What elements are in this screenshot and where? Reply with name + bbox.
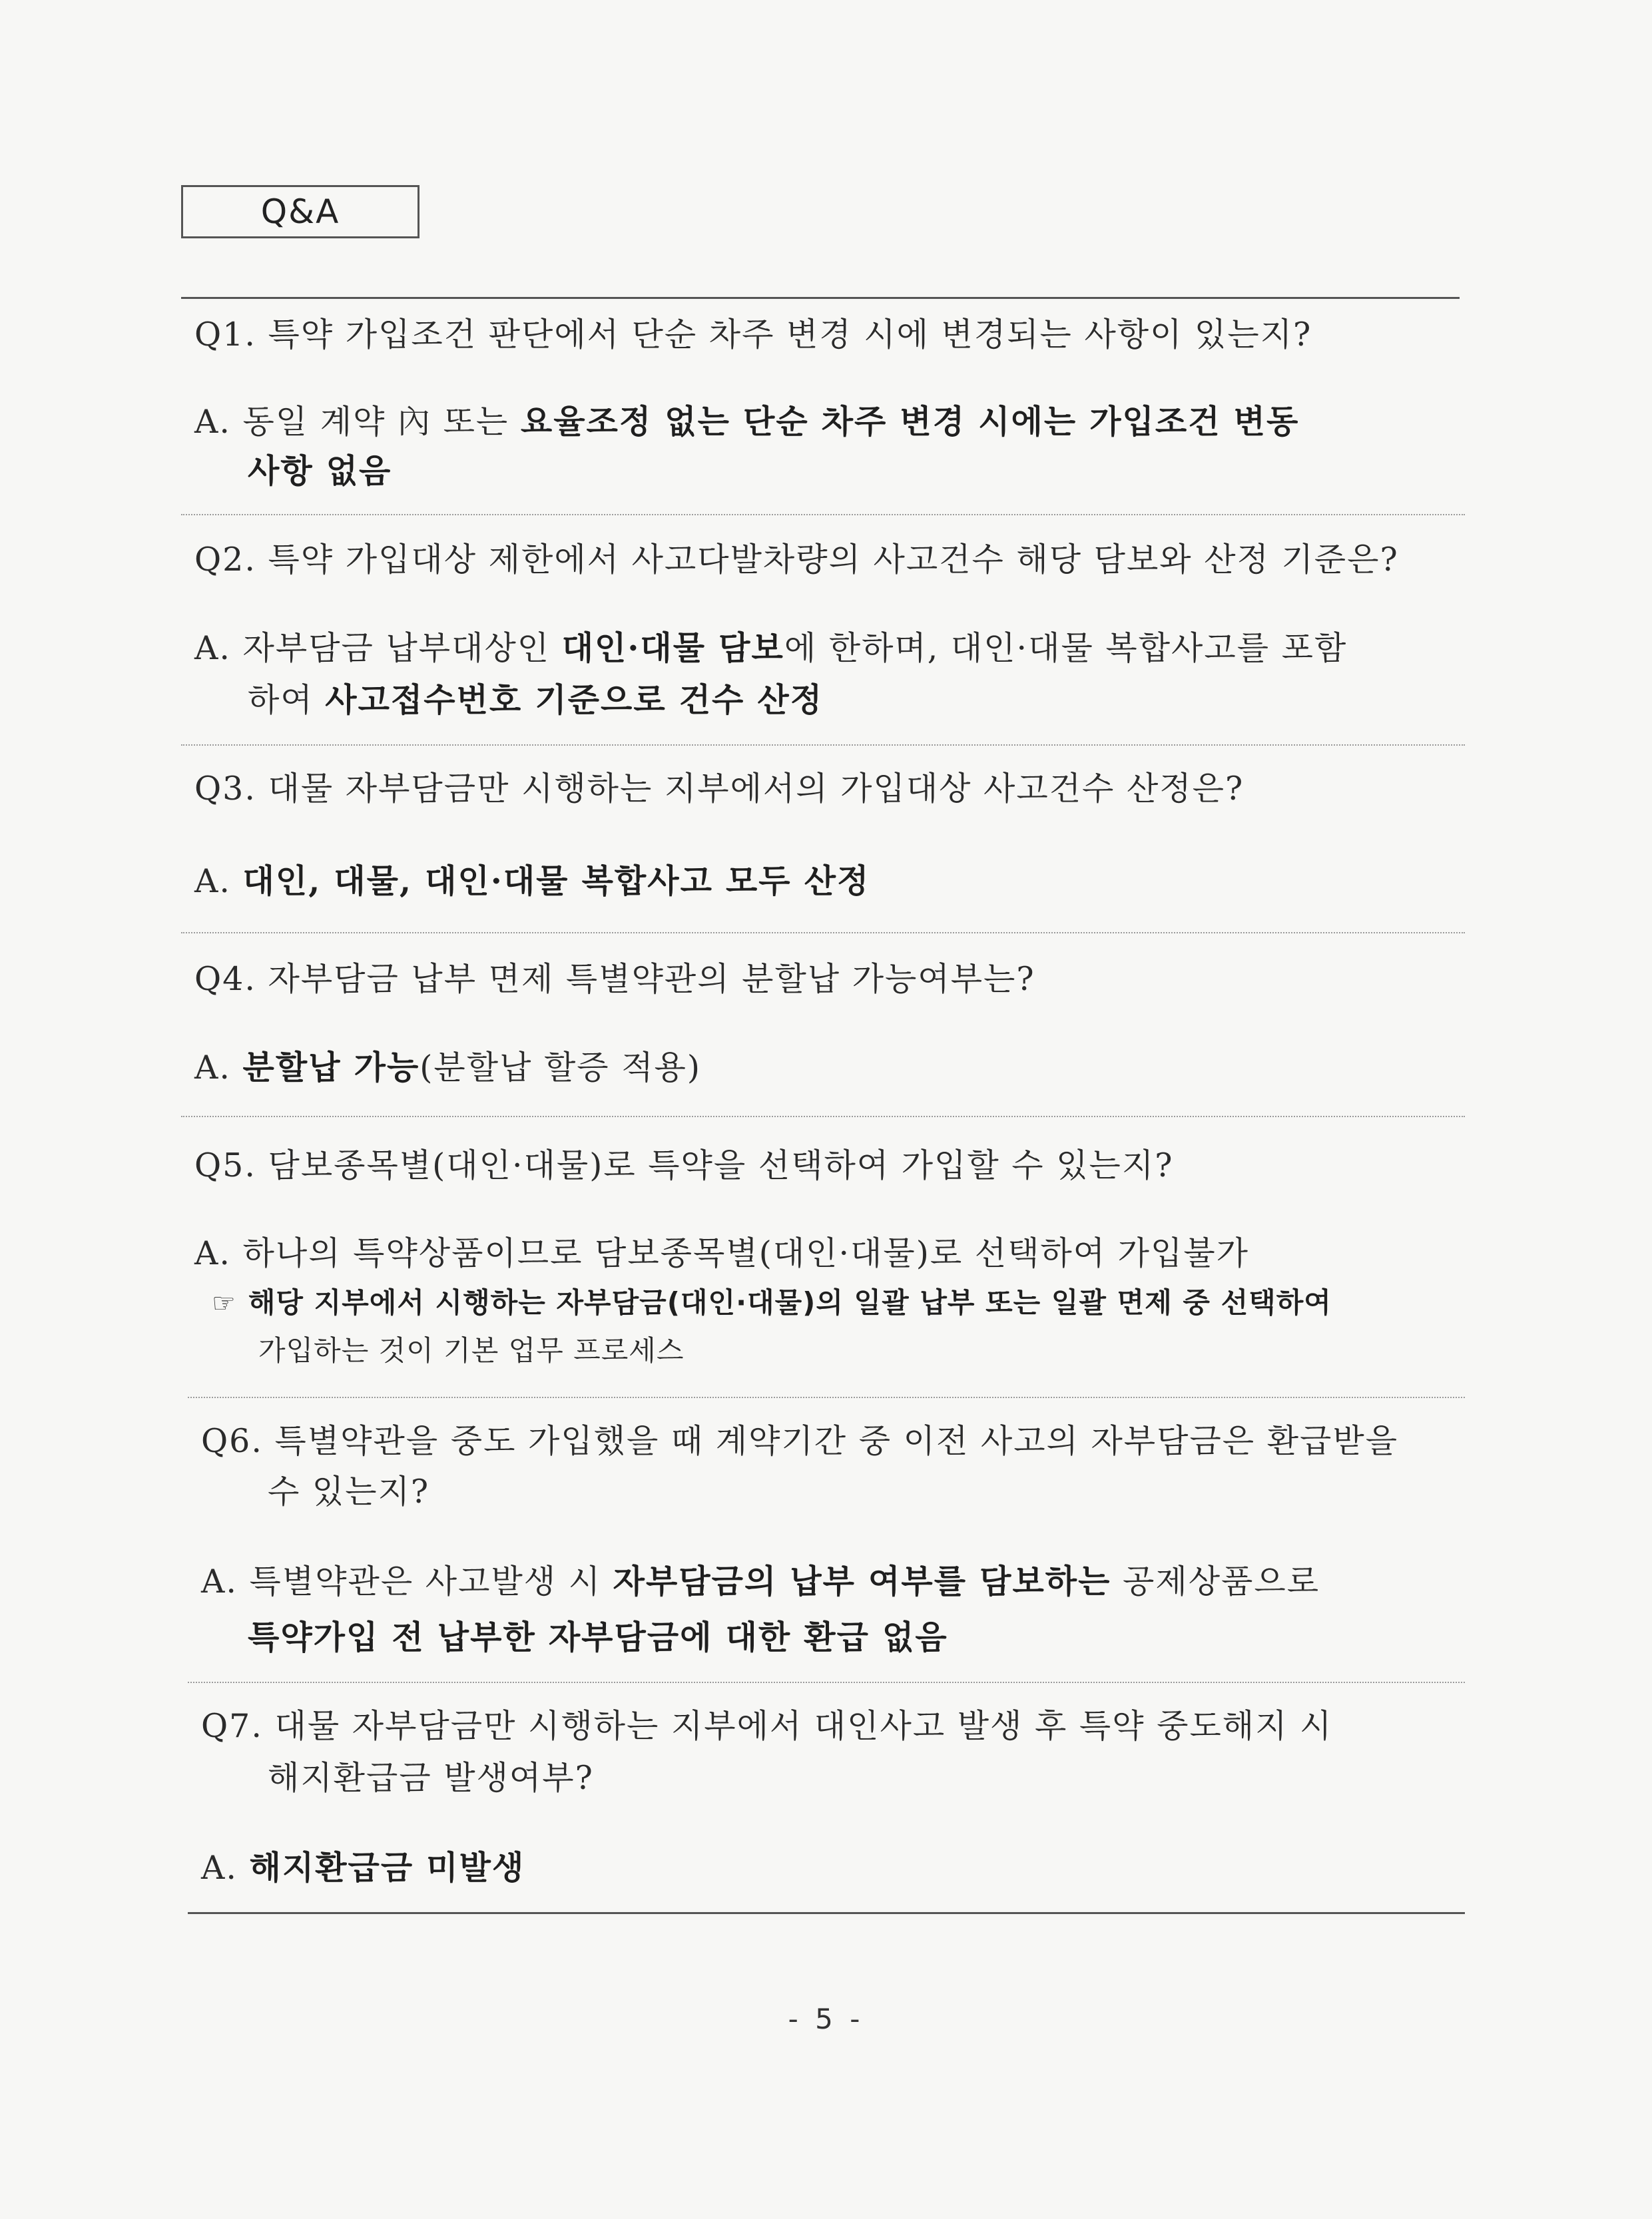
separator <box>188 1682 1465 1683</box>
q1-question: Q1. 특약 가입조건 판단에서 단순 차주 변경 시에 변경되는 사항이 있는지? <box>194 316 1312 354</box>
q2-answer-line-2: 하여 사고접수번호 기준으로 건수 산정 <box>248 680 824 719</box>
q3-question: Q3. 대물 자부담금만 시행하는 지부에서의 가입대상 사고건수 산정은? <box>194 770 1244 808</box>
pointing-hand-icon: ☞ <box>212 1288 236 1319</box>
q2-question: Q2. 특약 가입대상 제한에서 사고다발차량의 사고건수 해당 담보와 산정 기준은? <box>194 541 1399 579</box>
separator <box>181 514 1465 515</box>
q6-question-line-2: 수 있는지? <box>268 1473 430 1511</box>
qa-header-label: Q&A <box>260 192 340 231</box>
separator <box>188 1397 1465 1398</box>
q5-note-line-1: ☞ 해당 지부에서 시행하는 자부담금(대인·대물)의 일괄 납부 또는 일괄 면제 중 선택하여 <box>212 1286 1332 1319</box>
q7-question-line-1: Q7. 대물 자부담금만 시행하는 지부에서 대인사고 발생 후 특약 중도해지 시 <box>201 1707 1333 1745</box>
q6-answer-line-2: 특약가입 전 납부한 자부담금에 대한 환급 없음 <box>248 1618 948 1656</box>
separator <box>181 744 1465 746</box>
q6-answer-line-1: A. 특별약관은 사고발생 시 자부담금의 납부 여부를 담보하는 공제상품으로 <box>201 1562 1320 1601</box>
qa-header-box <box>181 185 419 238</box>
top-rule <box>181 297 1460 299</box>
page-number: - 5 - <box>788 2003 864 2035</box>
q4-answer-line-1: A. 분할납 가능(분할납 할증 적용) <box>194 1048 702 1087</box>
q5-answer-line-1: A. 하나의 특약상품이므로 담보종목별(대인·대물)로 선택하여 가입불가 <box>194 1234 1250 1272</box>
q5-question: Q5. 담보종목별(대인·대물)로 특약을 선택하여 가입할 수 있는지? <box>194 1146 1174 1184</box>
q6-question-line-1: Q6. 특별약관을 중도 가입했을 때 계약기간 중 이전 사고의 자부담금은 환급받을 <box>201 1422 1399 1460</box>
separator <box>181 1116 1465 1117</box>
q1-answer-line-1: A. 동일 계약 內 또는 요율조정 없는 단순 차주 변경 시에는 가입조건 변동 <box>194 402 1300 441</box>
q7-answer-line-1: A. 해지환급금 미발생 <box>201 1848 525 1887</box>
q3-answer-line-1: A. 대인, 대물, 대인·대물 복합사고 모두 산정 <box>194 862 870 900</box>
separator <box>181 932 1465 933</box>
q5-note-line-2: 가입하는 것이 기본 업무 프로세스 <box>258 1334 685 1367</box>
bottom-rule <box>188 1912 1465 1914</box>
q7-question-line-2: 해지환급금 발생여부? <box>268 1759 594 1797</box>
q1-answer-line-2: 사항 없음 <box>248 451 392 490</box>
q2-answer-line-1: A. 자부담금 납부대상인 대인·대물 담보에 한하며, 대인·대물 복합사고를 포함 <box>194 628 1348 667</box>
q4-question: Q4. 자부담금 납부 면제 특별약관의 분할납 가능여부는? <box>194 960 1035 998</box>
